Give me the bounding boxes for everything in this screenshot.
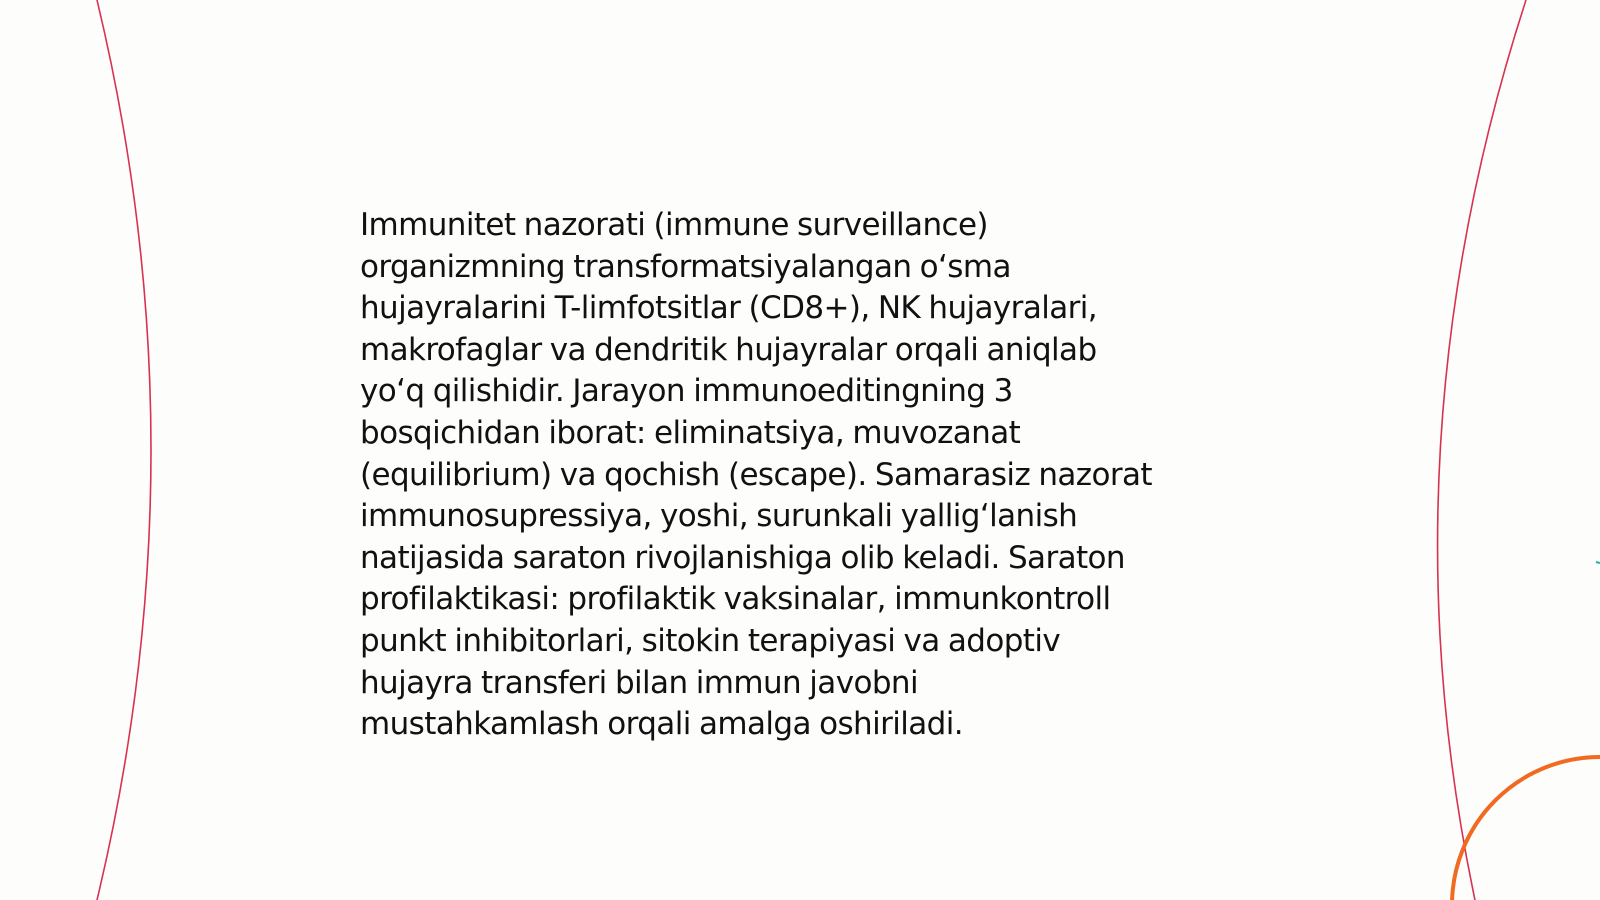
- body-text-line: hujayralarini T-limfotsitlar (CD8+), NK hujayralari,: [360, 290, 1098, 327]
- body-text-line: punkt inhibitorlari, sitokin terapiyasi va adoptiv: [360, 622, 1061, 659]
- body-text-line: Immunitet nazorati (immune surveillance): [360, 207, 988, 243]
- body-text-line: (equilibrium) va qochish (escape). Samarasiz nazorat: [360, 456, 1152, 493]
- body-text-line: yo‘q qilishidir. Jarayon immunoeditingning 3: [360, 373, 1013, 410]
- body-text-line: organizmning transformatsiyalangan o‘sma: [360, 248, 1011, 285]
- body-text-line: bosqichidan iborat: eliminatsiya, muvozanat: [360, 414, 1021, 451]
- orange-arc: [1452, 757, 1600, 900]
- body-text: [360, 205, 1240, 746]
- body-text-line: immunosupressiya, yoshi, surunkali yallig‘lanish: [360, 498, 1078, 535]
- body-text-line: profilaktikasi: profilaktik vaksinalar, immunkontroll: [360, 581, 1111, 618]
- body-text-line: natijasida saraton rivojlanishiga olib keladi. Saraton: [360, 539, 1125, 576]
- teal-mark: [1596, 562, 1600, 563]
- body-text-line: makrofaglar va dendritik hujayralar orqali aniqlab: [360, 331, 1097, 368]
- right-curve: [1438, 0, 1526, 900]
- body-text-line: hujayra transferi bilan immun javobni: [360, 664, 918, 701]
- left-curve: [97, 0, 151, 900]
- body-text-line: mustahkamlash orqali amalga oshiriladi.: [360, 706, 964, 743]
